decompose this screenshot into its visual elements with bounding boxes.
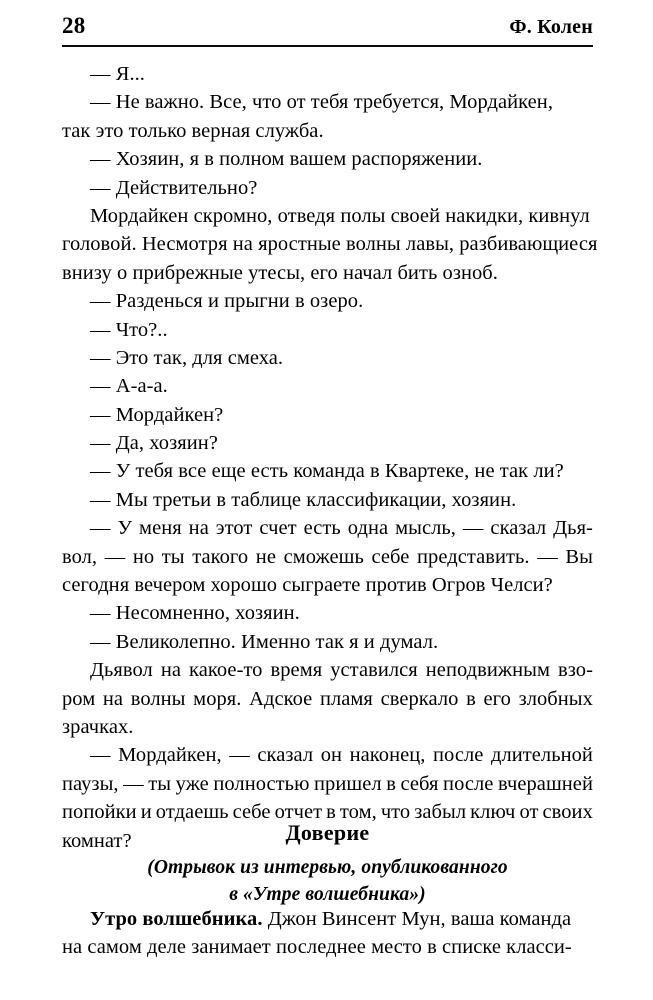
- text-line: — Не важно. Все, что от тебя требуется, Мордайкен,: [90, 91, 553, 114]
- text-word: себе: [232, 801, 271, 824]
- text-word: вол,: [62, 545, 98, 568]
- text-word: пламя: [319, 687, 373, 710]
- text-word: уставился: [330, 659, 418, 682]
- text-word: не: [255, 545, 276, 568]
- text-word: время: [270, 659, 323, 682]
- text-word: счет: [259, 517, 297, 540]
- text-line: [62, 905, 593, 933]
- text-word: есть: [303, 517, 341, 540]
- text-word: —: [537, 545, 558, 568]
- text-word: его: [483, 687, 511, 710]
- text-word: взо-: [558, 659, 593, 682]
- text-line: так это только верная служба.: [62, 119, 324, 142]
- text-line: [62, 685, 593, 713]
- text-line: головой. Несмотря на яростные волны лавы, разбивающиеся: [62, 233, 598, 256]
- text-word: сверкало: [380, 687, 459, 710]
- text-line: — Несомненно, хозяин.: [90, 602, 300, 625]
- text-word: он: [320, 744, 343, 767]
- text-word: Мордайкен,: [118, 744, 222, 767]
- section-heading: [62, 818, 593, 908]
- text-word: —: [90, 744, 111, 767]
- text-word: пришел: [314, 772, 382, 795]
- text-word: ты: [148, 772, 172, 795]
- text-word: после: [433, 744, 484, 767]
- text-word: Вы: [565, 545, 593, 568]
- text-word: сказал: [257, 744, 314, 767]
- text-word: отдаешь: [155, 801, 229, 824]
- text-word: сказал: [490, 517, 547, 540]
- text-word: том,: [339, 801, 377, 824]
- text-word: такого: [192, 545, 249, 568]
- text-word: попойки: [62, 801, 137, 824]
- text-word: —: [462, 517, 484, 540]
- running-head-author: Ф. Колен: [509, 16, 593, 38]
- text-word: своих: [542, 801, 593, 824]
- text-word: одна: [347, 517, 389, 540]
- text-word: в: [466, 687, 476, 710]
- text-word: —: [229, 744, 250, 767]
- interview-lead-in: Утро волшебника.: [90, 908, 263, 930]
- text-word: этот: [215, 517, 253, 540]
- text-line: на самом деле занимает последнее место в списке класси-: [62, 936, 572, 959]
- text-word: ром: [62, 687, 96, 710]
- text-word: забыл: [414, 801, 467, 824]
- text-word: —: [104, 545, 126, 568]
- text-word: но: [132, 545, 155, 568]
- text-line: [62, 514, 593, 542]
- text-line: — Разденься и прыгни в озеро.: [90, 290, 364, 313]
- text-word: Дьявол: [90, 659, 153, 682]
- text-word: злобных: [518, 687, 593, 710]
- text-line: — Я...: [90, 63, 145, 85]
- text-line: — Действительно?: [90, 176, 258, 199]
- text-line: — Мордайкен?: [90, 403, 224, 426]
- text-word: от: [519, 801, 539, 824]
- text-word: ключ: [470, 801, 516, 824]
- text-word: Адское: [249, 687, 313, 710]
- text-word: себя: [400, 772, 439, 795]
- closing-paragraph: [62, 905, 593, 962]
- text-word: У: [117, 517, 133, 540]
- text-line: — У тебя все еще есть команда в Квартеке, не так ли?: [90, 460, 564, 483]
- text-word: представить.: [417, 545, 530, 568]
- text-word: уже: [175, 772, 209, 795]
- text-line: — Что?..: [90, 318, 168, 341]
- text-word: мысль,: [395, 517, 456, 540]
- body-text: [62, 60, 598, 855]
- text-word: Дья-: [553, 517, 593, 540]
- text-word: на: [188, 517, 209, 540]
- text-word: —: [123, 772, 144, 795]
- header-rule: [62, 45, 593, 47]
- text-word: полностью: [213, 772, 310, 795]
- text-word: в: [386, 772, 396, 795]
- text-word: на: [102, 687, 124, 710]
- text-word: длительной: [490, 744, 593, 767]
- text-word: ты: [161, 545, 185, 568]
- text-line: сегодня вечером хорошо сыграете против Огров Челси?: [62, 574, 553, 597]
- text-word: отчет: [274, 801, 323, 824]
- text-word: себе: [371, 545, 410, 568]
- text-line: [62, 543, 593, 571]
- text-line: — Великолепно. Именно так я и думал.: [90, 630, 439, 653]
- text-word: неподвижным: [425, 659, 550, 682]
- section-subtitle: [62, 854, 593, 908]
- text-word: в: [326, 801, 336, 824]
- text-word: наконец,: [349, 744, 426, 767]
- running-head: [62, 14, 593, 37]
- section-subtitle-line: в «Утре волшебника»): [229, 884, 426, 905]
- text-word: и: [140, 801, 152, 824]
- page-number: 28: [62, 13, 86, 38]
- text-line: — Хозяин, я в полном вашем распоряжении.: [90, 148, 483, 171]
- text-word: меня: [139, 517, 182, 540]
- text-word: —: [90, 517, 111, 540]
- text-line: внизу о прибрежные утесы, его начал бить озноб.: [62, 261, 498, 284]
- text-word: что: [380, 801, 411, 824]
- text-line: — А-а-а.: [90, 375, 168, 398]
- section-title: Доверие: [285, 820, 370, 845]
- text-word: вчерашней: [498, 772, 593, 795]
- text-word: моря.: [193, 687, 242, 710]
- text-word: сможешь: [283, 545, 364, 568]
- section-subtitle-line: (Отрывок из интервью, опубликованного: [147, 857, 508, 878]
- text-word: какое-то: [189, 659, 263, 682]
- text-line: зрачках.: [62, 715, 134, 738]
- text-line: — Мы третьи в таблице классификации, хозяин.: [90, 488, 517, 511]
- text-word: на: [160, 659, 182, 682]
- text-line: — Это так, для смеха.: [90, 346, 284, 369]
- text-run: Джон Винсент Мун, ваша команда: [262, 908, 572, 930]
- text-word: паузы,: [62, 772, 119, 795]
- text-line: [62, 770, 593, 798]
- text-line: комнат?: [62, 829, 132, 852]
- text-word: после: [443, 772, 494, 795]
- text-line: — Да, хозяин?: [90, 432, 218, 455]
- text-word: волны: [130, 687, 186, 710]
- text-line: Мордайкен скромно, отведя полы своей накидки, кивнул: [90, 204, 590, 227]
- text-line: [62, 656, 593, 684]
- text-line: [62, 741, 593, 769]
